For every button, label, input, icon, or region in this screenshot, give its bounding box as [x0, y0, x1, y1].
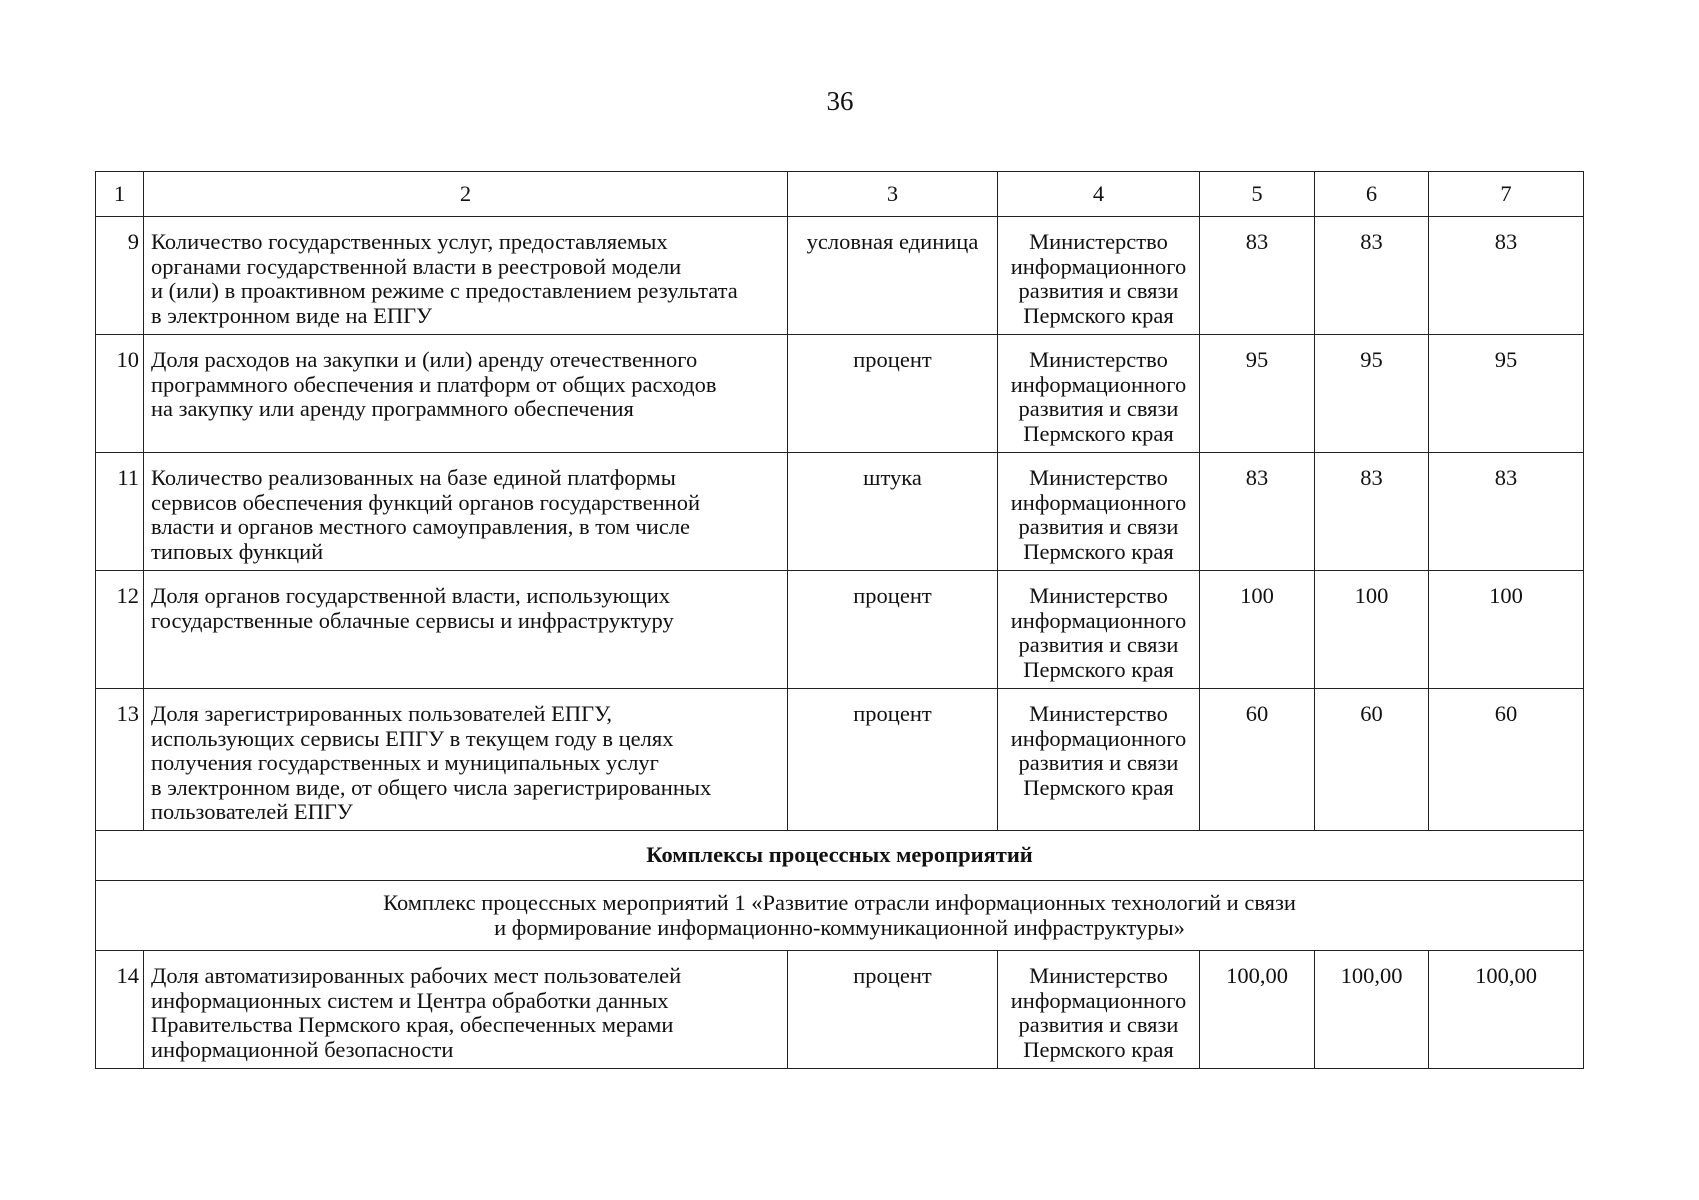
column-number: 2: [144, 172, 788, 217]
value-col-6: 60: [1315, 689, 1429, 831]
unit-of-measure: процент: [788, 571, 998, 689]
value-col-7: 83: [1429, 453, 1584, 571]
responsible-body: Министерство информационного развития и связи Пермского края: [998, 951, 1200, 1069]
unit-of-measure: процент: [788, 335, 998, 453]
value-col-7: 95: [1429, 335, 1584, 453]
value-col-5: 83: [1200, 217, 1315, 335]
value-col-7: 100,00: [1429, 951, 1584, 1069]
table-row: [96, 217, 1584, 335]
column-number: 3: [788, 172, 998, 217]
indicator-name: Доля органов государственной власти, использующих государственные облачные сервисы и инфраструктуру: [144, 571, 788, 689]
value-col-7: 83: [1429, 217, 1584, 335]
column-number: 7: [1429, 172, 1584, 217]
row-number: 13: [96, 689, 144, 831]
value-col-5: 95: [1200, 335, 1315, 453]
page-number: 36: [826, 86, 854, 116]
table-row: [96, 571, 1584, 689]
column-number: 1: [96, 172, 144, 217]
indicators-table: [95, 171, 1584, 1069]
column-number-row: [96, 172, 1584, 217]
value-col-6: 100,00: [1315, 951, 1429, 1069]
responsible-body: Министерство информационного развития и связи Пермского края: [998, 689, 1200, 831]
value-col-6: 83: [1315, 217, 1429, 335]
column-number: 6: [1315, 172, 1429, 217]
indicator-name: Доля расходов на закупки и (или) аренду отечественного программного обеспечения и платформ от общих расходов на закупку или аренду программного обеспечения: [144, 335, 788, 453]
value-col-6: 100: [1315, 571, 1429, 689]
table-row: [96, 453, 1584, 571]
column-number: 5: [1200, 172, 1315, 217]
section-row: [96, 831, 1584, 881]
value-col-6: 83: [1315, 453, 1429, 571]
value-col-7: 60: [1429, 689, 1584, 831]
unit-of-measure: условная единица: [788, 217, 998, 335]
section-title: Комплексы процессных мероприятий: [96, 831, 1584, 881]
unit-of-measure: процент: [788, 689, 998, 831]
indicator-name: Доля зарегистрированных пользователей ЕПГУ, использующих сервисы ЕПГУ в текущем году в целях получения государственных и муниципальных услуг в электронном виде, от общего числа зарегистрированных пользователей ЕПГУ: [144, 689, 788, 831]
indicator-name: Количество реализованных на базе единой платформы сервисов обеспечения функций органов государственной власти и органов местного самоуправления, в том числе типовых функций: [144, 453, 788, 571]
row-number: 12: [96, 571, 144, 689]
responsible-body: Министерство информационного развития и связи Пермского края: [998, 217, 1200, 335]
value-col-5: 100: [1200, 571, 1315, 689]
complex-row: [96, 881, 1584, 951]
value-col-7: 100: [1429, 571, 1584, 689]
value-col-5: 60: [1200, 689, 1315, 831]
value-col-6: 95: [1315, 335, 1429, 453]
row-number: 14: [96, 951, 144, 1069]
complex-title: Комплекс процессных мероприятий 1 «Развитие отрасли информационных технологий и связи и формирование информационно-коммуникационной инфраструктуры»: [96, 881, 1584, 951]
unit-of-measure: процент: [788, 951, 998, 1069]
row-number: 10: [96, 335, 144, 453]
indicator-name: Доля автоматизированных рабочих мест пользователей информационных систем и Центра обработки данных Правительства Пермского края, обеспеченных мерами информационной безопасности: [144, 951, 788, 1069]
responsible-body: Министерство информационного развития и связи Пермского края: [998, 453, 1200, 571]
value-col-5: 83: [1200, 453, 1315, 571]
responsible-body: Министерство информационного развития и связи Пермского края: [998, 571, 1200, 689]
table-row: [96, 689, 1584, 831]
table-row: [96, 951, 1584, 1069]
indicator-name: Количество государственных услуг, предоставляемых органами государственной власти в реестровой модели и (или) в проактивном режиме с предоставлением результата в электронном виде на ЕПГУ: [144, 217, 788, 335]
column-number: 4: [998, 172, 1200, 217]
unit-of-measure: штука: [788, 453, 998, 571]
responsible-body: Министерство информационного развития и связи Пермского края: [998, 335, 1200, 453]
value-col-5: 100,00: [1200, 951, 1315, 1069]
row-number: 11: [96, 453, 144, 571]
table-row: [96, 335, 1584, 453]
row-number: 9: [96, 217, 144, 335]
